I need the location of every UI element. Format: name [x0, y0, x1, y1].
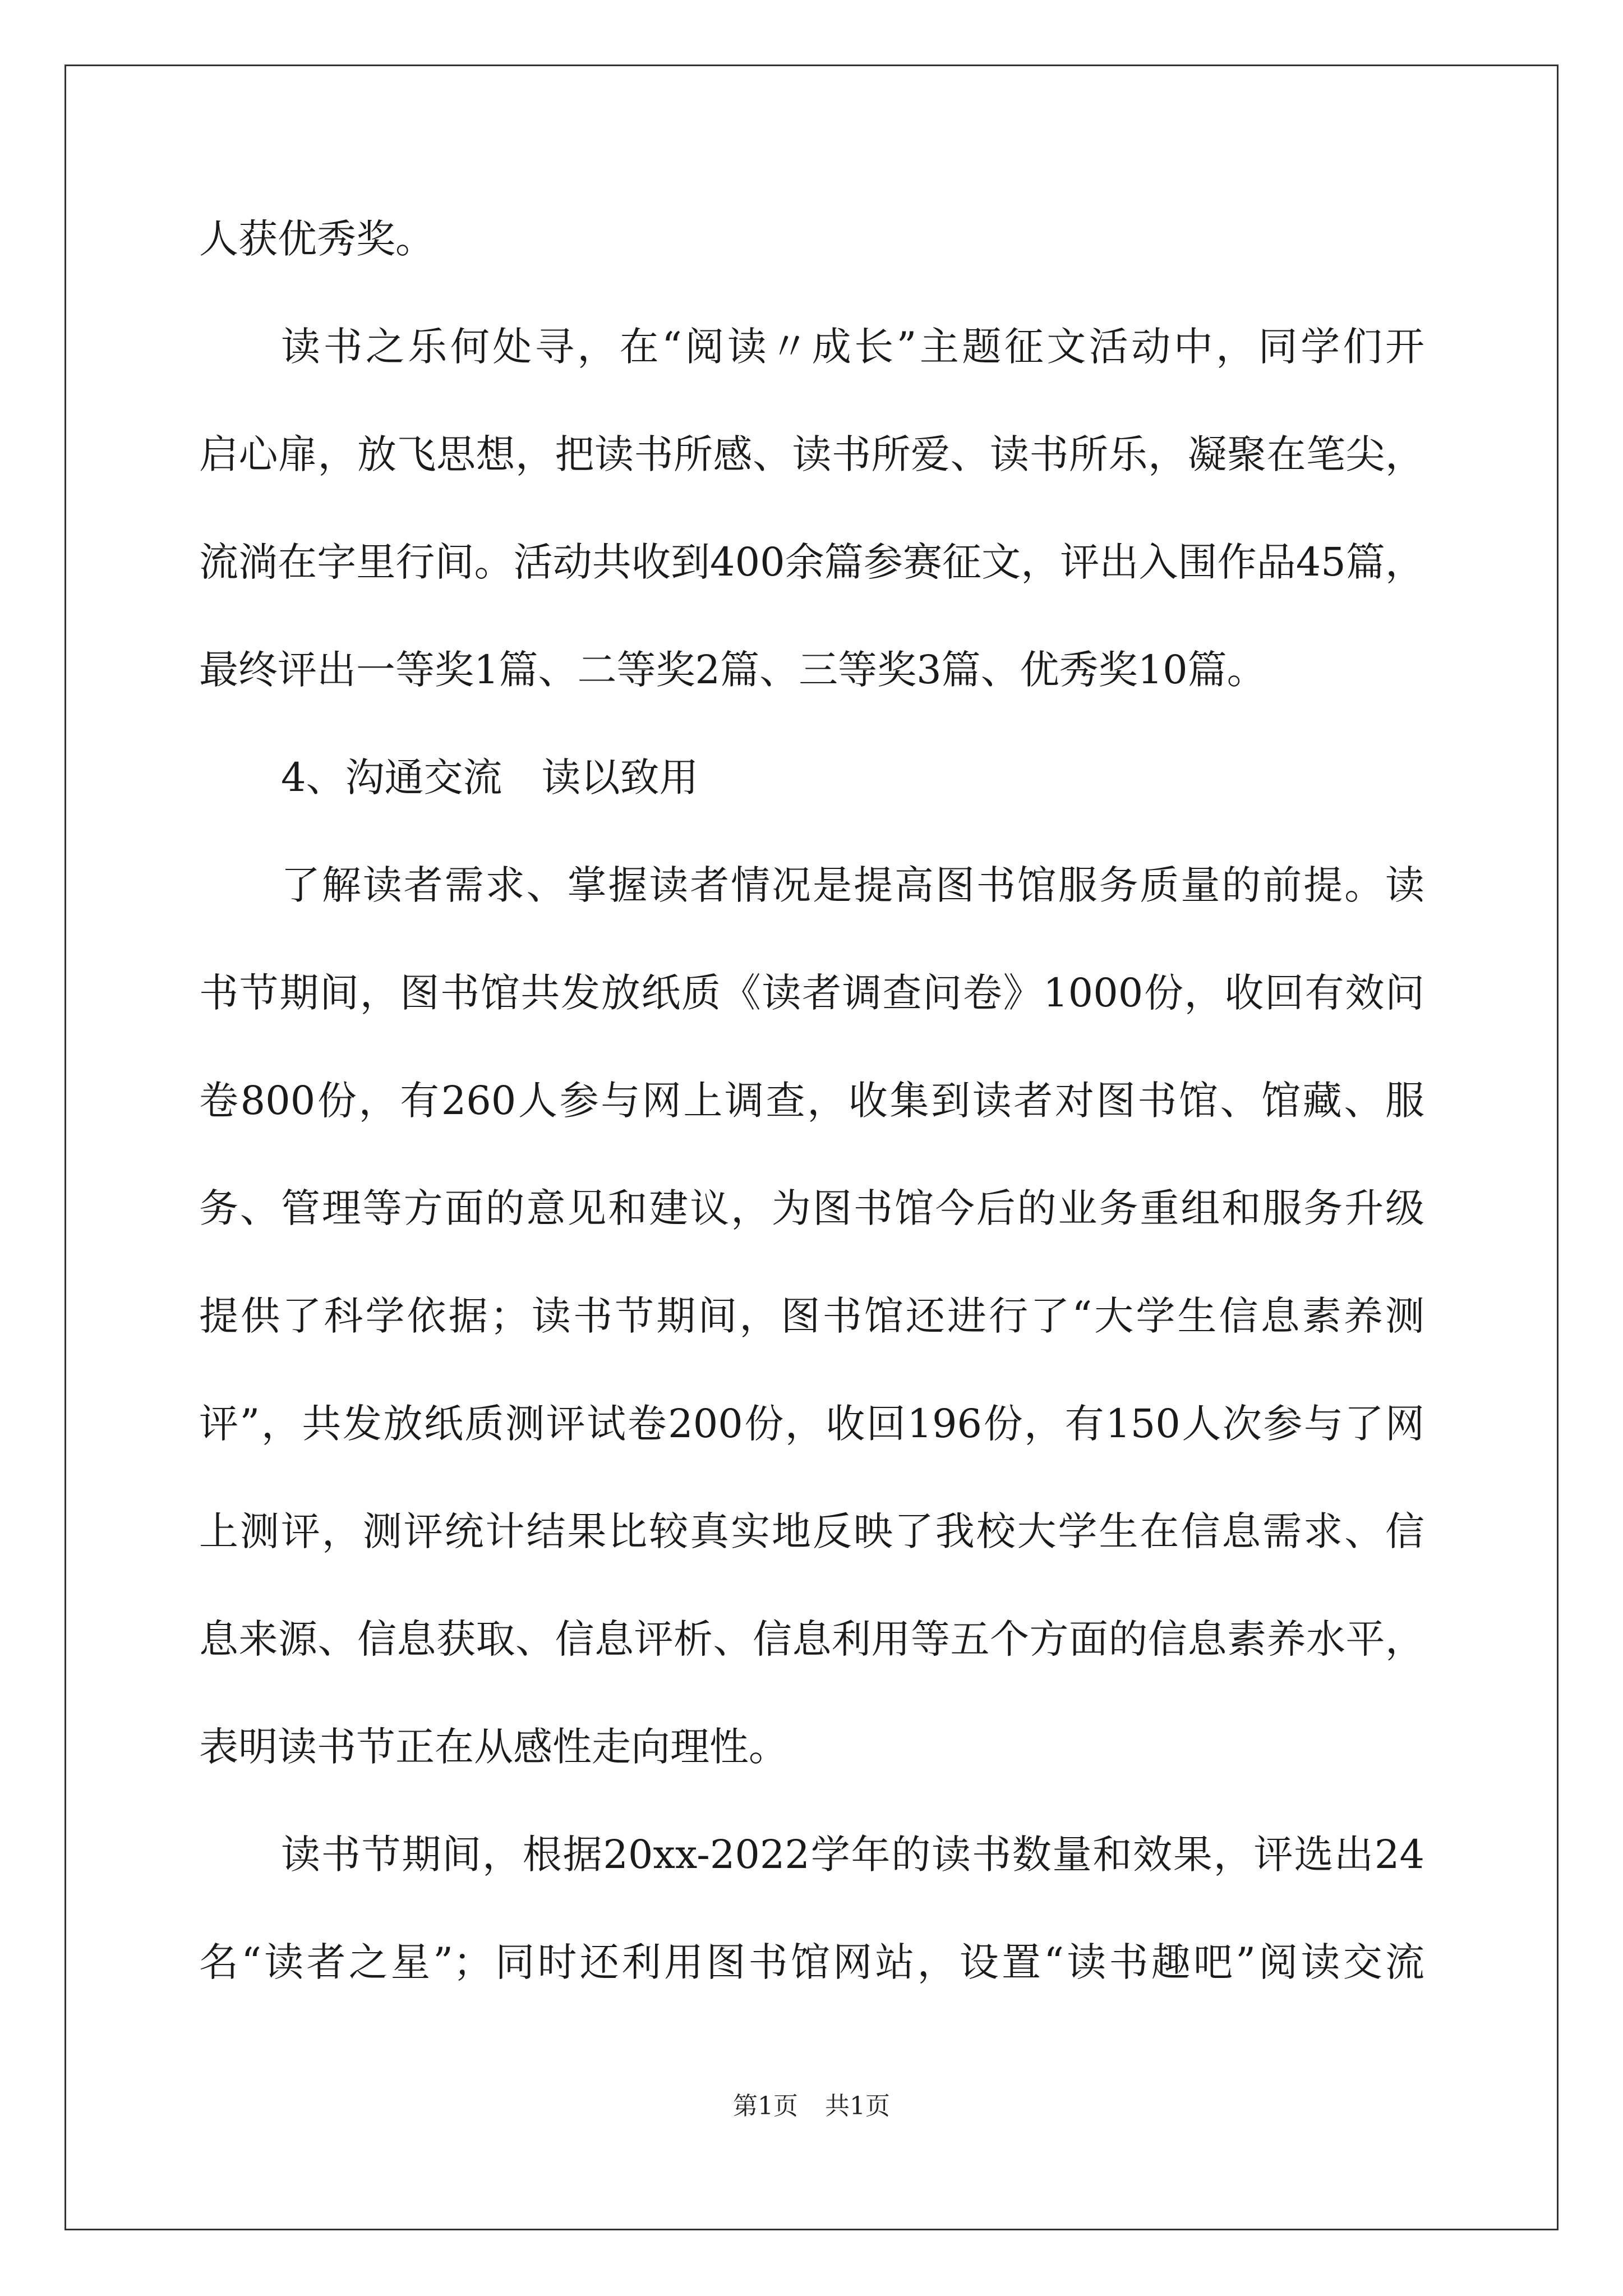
text-line: 上测评，测评统计结果比较真实地反映了我校大学生在信息需求、信	[199, 1508, 1424, 1554]
text-line: 评”，共发放纸质测评试卷200份，收回196份，有150人次参与了网	[199, 1401, 1424, 1447]
text-line: 表明读书节正在从感性走向理性。	[199, 1724, 788, 1770]
paragraph-first-line: 读书之乐何处寻，在“阅读〃成长”主题征文活动中，同学们开	[281, 324, 1424, 370]
page-border	[64, 65, 1559, 2230]
text-line: 名“读者之星”；同时还利用图书馆网站，设置“读书趣吧”阅读交流	[199, 1939, 1424, 1985]
section-heading: 4、沟通交流 读以致用	[281, 754, 699, 800]
page-footer	[0, 2090, 1623, 2123]
text-line: 务、管理等方面的意见和建议，为图书馆今后的业务重组和服务升级	[199, 1185, 1424, 1231]
text-line: 最终评出一等奖1篇、二等奖2篇、三等奖3篇、优秀奖10篇。	[199, 647, 1266, 693]
text-line: 启心扉，放飞思想，把读书所感、读书所爱、读书所乐，凝聚在笔尖，	[199, 431, 1424, 477]
text-line: 息来源、信息获取、信息评析、信息利用等五个方面的信息素养水平，	[199, 1616, 1424, 1662]
paragraph-first-line: 了解读者需求、掌握读者情况是提高图书馆服务质量的前提。读	[281, 862, 1424, 908]
text-line: 人获优秀奖。	[199, 216, 435, 262]
text-line: 书节期间，图书馆共发放纸质《读者调查问卷》1000份，收回有效问	[199, 970, 1424, 1016]
paragraph-first-line: 读书节期间，根据20xx-2022学年的读书数量和效果，评选出24	[281, 1832, 1424, 1878]
text-line: 卷800份，有260人参与网上调查，收集到读者对图书馆、馆藏、服	[199, 1078, 1424, 1124]
page-number: 第1页	[733, 2092, 798, 2120]
text-line: 提供了科学依据；读书节期间，图书馆还进行了“大学生信息素养测	[199, 1293, 1424, 1339]
text-line: 流淌在字里行间。活动共收到400余篇参赛征文，评出入围作品45篇，	[199, 539, 1424, 585]
page-total: 共1页	[825, 2092, 890, 2120]
